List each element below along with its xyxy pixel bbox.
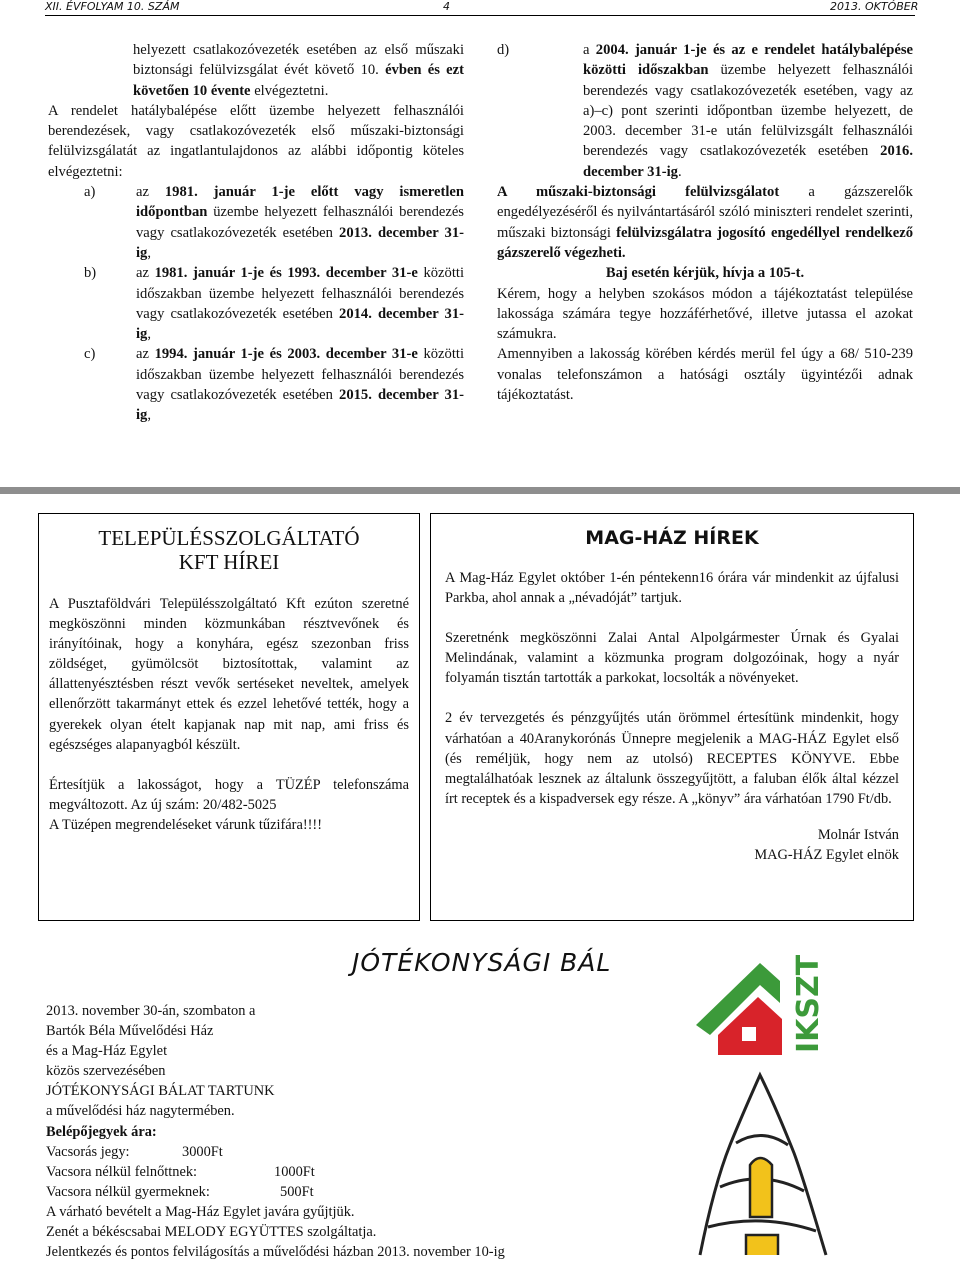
cookbook-paragraph: 2 év tervezgetés és pénzgyűjtés után örömmel értesítünk mindenkit, hogy várhatóan a 40Aranykorónás Ünnepre megjelenik a MAG-HÁZ Egylet első (és reméljük, hogy nem az utolsó) RECEPTES KÖNYVE. Ebbe megtalálhatóak lesznek az általunk összegyűjtött, a faluban élők által kézzel írt receptek és a kispadversek egy része. A „könyv” ára várhatóan 1790 Ft/db. bbox=[445, 710, 899, 807]
ball-line: JÓTÉKONYSÁGI BÁLAT TARTUNK bbox=[46, 1083, 275, 1100]
logo-window bbox=[742, 1027, 756, 1041]
box-title: MAG-HÁZ HÍREK bbox=[585, 527, 759, 549]
box-title-2: KFT HÍREI bbox=[178, 550, 280, 574]
issue-date: 2013. OKTÓBER bbox=[830, 0, 919, 13]
intro-bold: évben és ezt követően 10 évente bbox=[133, 62, 464, 99]
park-paragraph: A Mag-Ház Egylet október 1-én péntekenn16 órára vár mindenkit az újfalusi Parkba, ahol annak a „névadóját” tartjuk. bbox=[445, 570, 899, 607]
signature-title: MAG-HÁZ Egylet elnök bbox=[754, 847, 899, 864]
price-row: Vacsorás jegy: 3000Ft bbox=[46, 1143, 223, 1160]
ball-line: Jelentkezés és pontos felvilágosítás a művelődési házban 2013. november 10-ig bbox=[46, 1244, 505, 1261]
rules-paragraph: A rendelet hatálybalépése előtt üzembe helyezett felhasználói berendezések, vagy csatlakozóvezeték első műszaki-biztonsági felülvizsgálatát az ingatlantulajdonos az alábbi időpontig köteles elvégeztetni: bbox=[48, 102, 464, 180]
thanks-paragraph: A Pusztaföldvári Településszolgáltató Kft ezúton szeretné megköszönni minden közmunkában résztvevőnek és irányítóinak, hogy a konyhára, egész szezonban friss zöldséget, gyümölcsöt biztosítottak, valamint az állattenyésztésben részt vevők sertéseket neveltek, amelyek ellenőrzött takarmányt ettek és ezzel lehetővé tették, hogy a gyerekek olyan ételt kapjanak nap mit nap, ami friss és egészséges alapanyagból készült. bbox=[49, 596, 409, 753]
settlement-service-box bbox=[38, 513, 420, 921]
contact-paragraph: Amennyiben a lakosság körében kérdés merül fel úgy a 68/ 510-239 vonalas telefonszámon a hatósági osztály ügyintézői adnak tájékoztatást. bbox=[497, 346, 913, 404]
issue-label: XII. ÉVFOLYAM 10. SZÁM bbox=[45, 0, 180, 13]
ball-line: és a Mag-Ház Egylet bbox=[46, 1043, 168, 1060]
list-item: c) az 1994. január 1-je és 2003. december 31-e közötti időszakban üzembe helyezett felhasználói berendezés vagy csatlakozóvezeték esetében 2015. december 31-ig, bbox=[84, 344, 464, 425]
ball-line: Zenét a békéscsabai MELODY EGYÜTTES szolgáltatja. bbox=[46, 1224, 377, 1241]
intro-end: elvégeztetni. bbox=[254, 82, 329, 99]
price-row: Vacsora nélkül felnőttnek: 1000Ft bbox=[46, 1163, 315, 1180]
page-number: 4 bbox=[443, 0, 450, 13]
box-title: TELEPÜLÉSSZOLGÁLTATÓ bbox=[98, 526, 360, 550]
logo-door bbox=[750, 1158, 772, 1217]
signature-name: Molnár István bbox=[817, 826, 899, 843]
list-item: b) az 1981. január 1-je és 1993. december 31-e közötti időszakban üzembe helyezett felhasználói berendezés vagy csatlakozóvezeték esetében 2014. december 31-ig, bbox=[84, 263, 464, 344]
firewood-paragraph: A Tüzépen megrendeléseket várunk tűzifára!!!! bbox=[49, 816, 323, 833]
ikszt-logo bbox=[690, 955, 840, 1260]
intro-text: helyezett csatlakozóvezeték esetében az első műszaki biztonsági felülvizsgálat évét követő 10. bbox=[133, 42, 464, 79]
list-item: d) a 2004. január 1-je és az e rendelet hatálybalépése közötti időszakban üzembe helyezett felhasználói berendezés vagy csatlakozóvezeték esetében, vagy az a)–c) pont szerinti időpontban üzembe helyezett, de 2003. december 31-e után felülvizsgált felhasználói berendezés vagy csatlakozóvezeték esetében 2016. december 31-ig. bbox=[497, 40, 913, 182]
logo-text: IKSZT bbox=[791, 955, 826, 1053]
list-item: a) az 1981. január 1-je előtt vagy ismeretlen időpontban üzembe helyezett felhasználói berendezés vagy csatlakozóvezeték esetében 2013. december 31-ig, bbox=[84, 182, 464, 263]
ball-title: JÓTÉKONYSÁGI BÁL bbox=[352, 948, 612, 977]
emergency-note: Baj esetén kérjük, hívja a 105-t. bbox=[605, 265, 805, 282]
header-rule bbox=[45, 15, 915, 16]
inspection-paragraph: A műszaki-biztonsági felülvizsgálatot a gázszerelők engedélyezéséről és nyilvántartásáról szóló miniszteri rendelet szerinti, műszaki biztonsági felülvizsgálatra jogosító engedéllyel rendelkező gázszerelő végezheti. bbox=[497, 184, 913, 261]
ball-line: 2013. november 30-án, szombaton a bbox=[46, 1003, 256, 1019]
item-label: c) bbox=[84, 346, 96, 363]
running-header bbox=[0, 0, 960, 14]
ball-line: közös szervezésében bbox=[46, 1063, 166, 1080]
ball-line: Bartók Béla Művelődési Ház bbox=[46, 1023, 214, 1040]
thanks-paragraph: Szeretnénk megköszönni Zalai Antal Alpolgármester Úrnak és Gyalai Melindának, valamint a közmunka program dolgozóinak, hogy a nyár folyamán tisztán tartották a parkokat, locsolták a növényeket. bbox=[445, 630, 899, 687]
ball-line: a művelődési ház nagytermében. bbox=[46, 1103, 235, 1120]
deadline-list bbox=[48, 182, 464, 426]
left-column bbox=[48, 40, 464, 426]
logo-base bbox=[746, 1235, 778, 1255]
item-label: b) bbox=[84, 265, 97, 282]
ball-announcement bbox=[46, 1001, 646, 1262]
right-column bbox=[497, 40, 913, 405]
item-label: a) bbox=[84, 184, 96, 201]
intro-paragraph bbox=[48, 40, 464, 101]
request-paragraph: Kérem, hogy a helyben szokásos módon a tájékoztatást települése lakossága számára tegye hozzáférhetővé, illetve jutassa el azokat számukra. bbox=[497, 285, 913, 343]
item-label: d) bbox=[497, 42, 510, 58]
prices-heading: Belépőjegyek ára: bbox=[46, 1123, 157, 1140]
tuzep-paragraph: Értesítjük a lakosságot, hogy a TÜZÉP telefonszáma megváltozott. Az új szám: 20/482-5025 bbox=[49, 776, 409, 813]
price-row: Vacsora nélkül gyermeknek: 500Ft bbox=[46, 1183, 314, 1200]
ball-line: A várható bevételt a Mag-Ház Egylet javára gyűjtjük. bbox=[46, 1203, 355, 1220]
mag-haz-box bbox=[430, 513, 914, 921]
section-divider bbox=[0, 487, 960, 494]
